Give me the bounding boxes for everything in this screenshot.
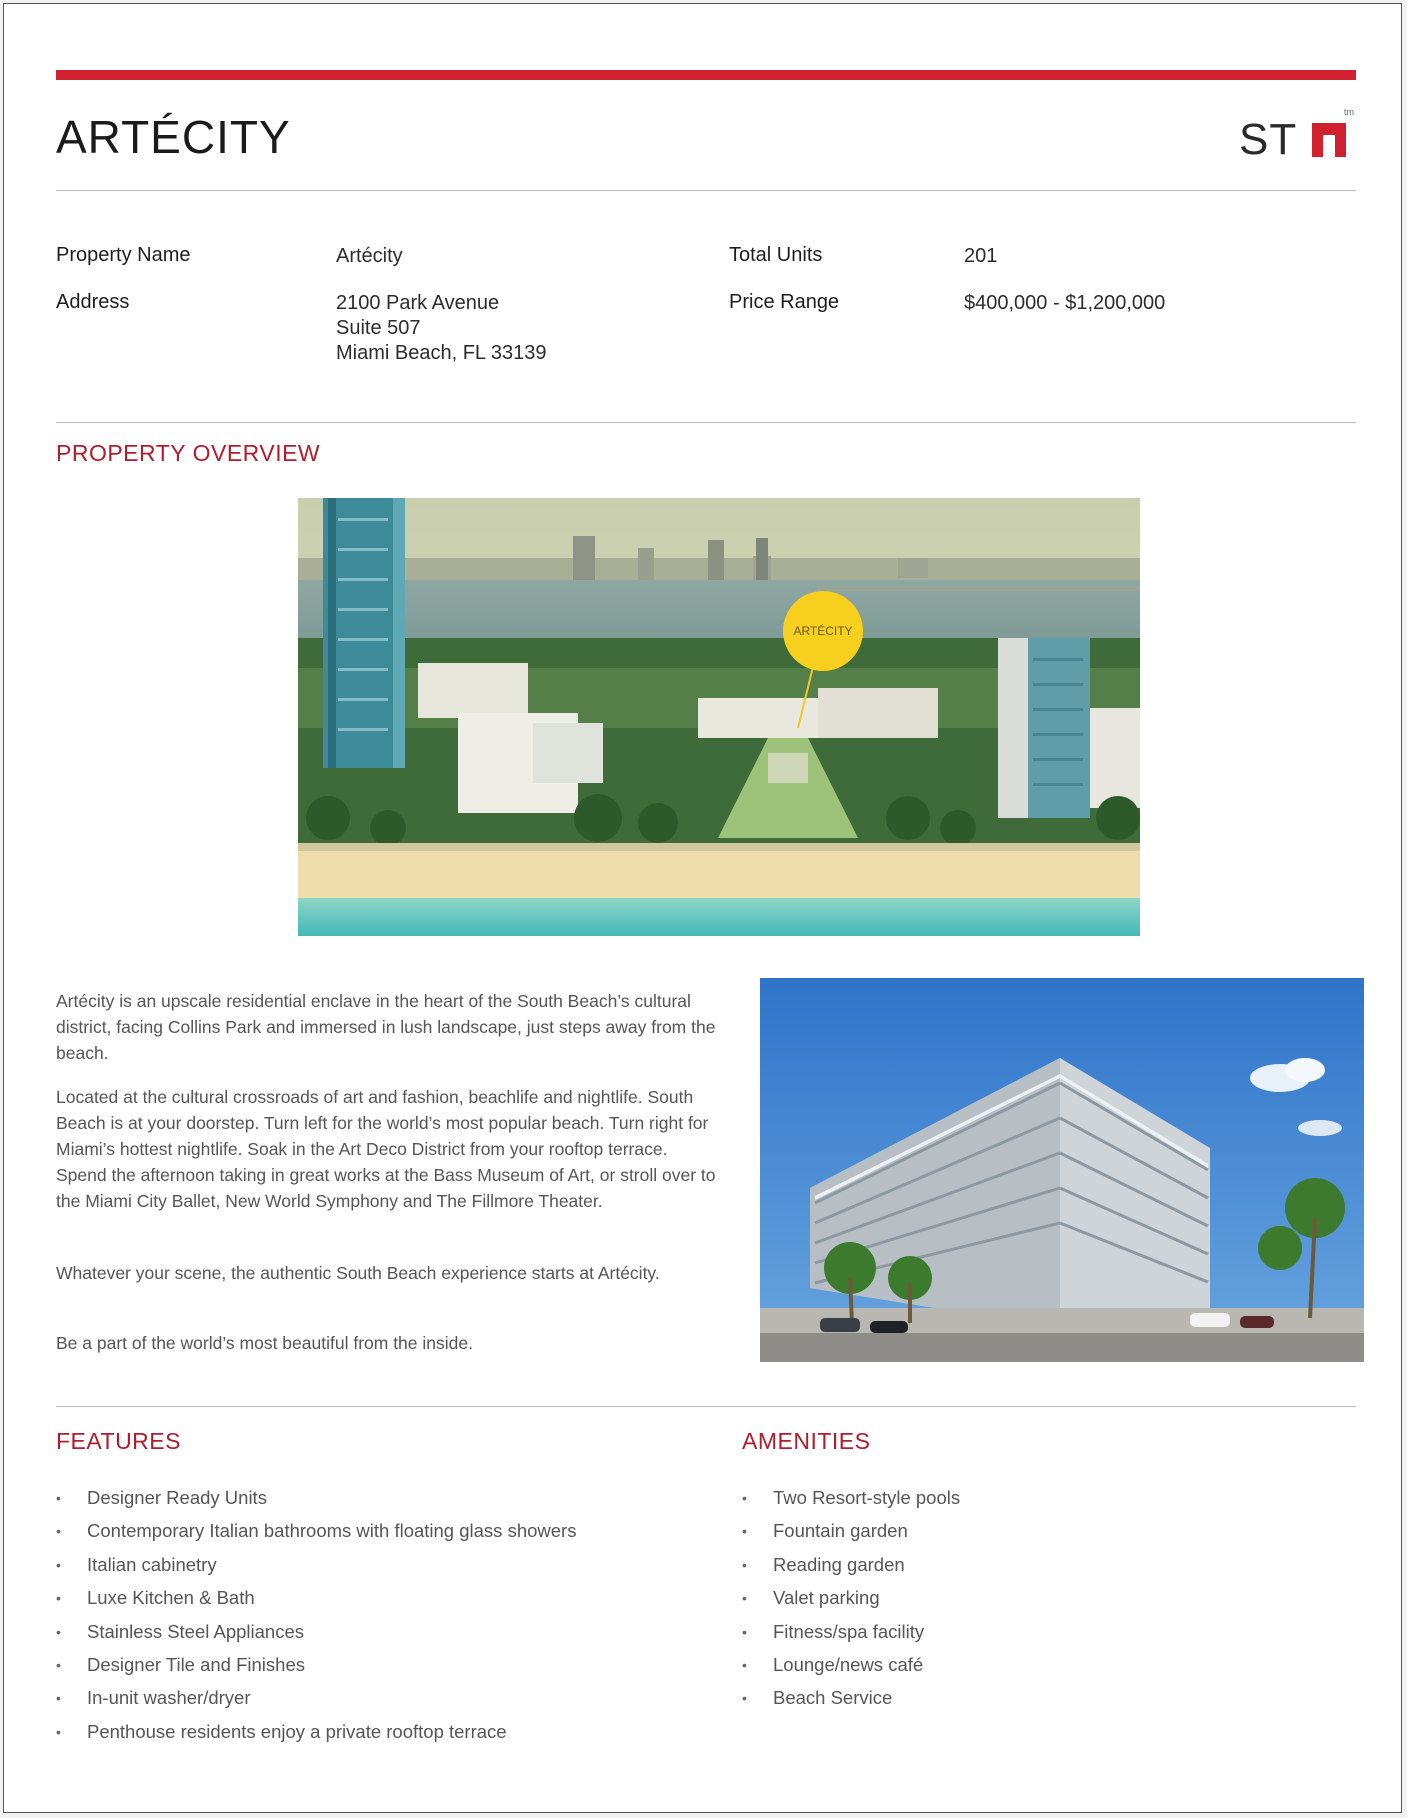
- amenity-item: • Fountain garden: [742, 1518, 1342, 1551]
- page-title: ARTÉCITY: [56, 111, 291, 163]
- amenity-item: • Reading garden: [742, 1552, 1342, 1585]
- building-photo: [760, 978, 1364, 1362]
- address-line-2: Suite 507: [336, 317, 421, 339]
- header-divider: [56, 190, 1356, 191]
- amenity-item: • Lounge/news café: [742, 1652, 1342, 1685]
- total-units-label: Total Units: [729, 244, 823, 266]
- overview-paragraph-1: Artécity is an upscale residential enclave in the heart of the South Beach’s cultural district, facing Collins Park and immersed in lush landscape, just steps away from the beach.: [56, 991, 716, 1063]
- amenities-heading: AMENITIES: [742, 1428, 871, 1454]
- logo-text: ST: [1239, 115, 1298, 164]
- overview-paragraph-4: Be a part of the world’s most beautiful from the inside.: [56, 1333, 473, 1353]
- features-heading: FEATURES: [56, 1428, 181, 1454]
- document-page: [3, 3, 1402, 1813]
- aerial-photo: [298, 498, 1140, 936]
- amenity-item: • Two Resort-style pools: [742, 1485, 1342, 1518]
- property-overview-heading: PROPERTY OVERVIEW: [56, 440, 321, 466]
- feature-item: • Designer Tile and Finishes: [56, 1652, 696, 1685]
- feature-item: • Italian cabinetry: [56, 1552, 696, 1585]
- feature-item: • Stainless Steel Appliances: [56, 1619, 696, 1652]
- amenity-item: • Fitness/spa facility: [742, 1619, 1342, 1652]
- price-range-label: Price Range: [729, 291, 840, 313]
- property-name-label: Property Name: [56, 244, 191, 266]
- overview-divider: [56, 1406, 1356, 1407]
- feature-item: • Luxe Kitchen & Bath: [56, 1585, 696, 1618]
- property-name-value: Artécity: [336, 245, 403, 267]
- price-range-value: $400,000 - $1,200,000: [964, 292, 1166, 314]
- logo-trademark: tm: [1344, 107, 1354, 117]
- header-accent-bar: [56, 70, 1356, 80]
- address-value: [336, 291, 546, 366]
- address-line-1: 2100 Park Avenue: [336, 292, 500, 314]
- brand-logo: [1239, 107, 1359, 167]
- feature-item: • Contemporary Italian bathrooms with floating glass showers: [56, 1518, 696, 1551]
- amenity-item: • Beach Service: [742, 1685, 1342, 1718]
- features-list: [56, 1485, 696, 1752]
- feature-item: • Designer Ready Units: [56, 1485, 696, 1518]
- total-units-value: 201: [964, 245, 998, 267]
- amenity-item: • Valet parking: [742, 1585, 1342, 1618]
- map-marker-label: ARTÉCITY: [793, 624, 853, 638]
- overview-paragraph-2: Located at the cultural crossroads of art and fashion, beachlife and nightlife. South Beach is at your doorstep. Turn left for the world’s most popular beach. Turn right for Miami’s hottest nightlife. Soak in the Art Deco District from your rooftop terrace. Spend the afternoon taking in great works at the Bass Museum of Art, or stroll over to the Miami City Ballet, New World Symphony and The Fillmore Theater.: [56, 1087, 716, 1211]
- address-line-3: Miami Beach, FL 33139: [336, 342, 547, 364]
- address-label: Address: [56, 291, 130, 313]
- details-divider: [56, 422, 1356, 423]
- logo-mark-icon: [1312, 123, 1346, 157]
- amenities-list: [742, 1485, 1342, 1719]
- overview-paragraph-3: Whatever your scene, the authentic South Beach experience starts at Artécity.: [56, 1263, 660, 1283]
- feature-item: • Penthouse residents enjoy a private rooftop terrace: [56, 1719, 696, 1752]
- feature-item: • In-unit washer/dryer: [56, 1685, 696, 1718]
